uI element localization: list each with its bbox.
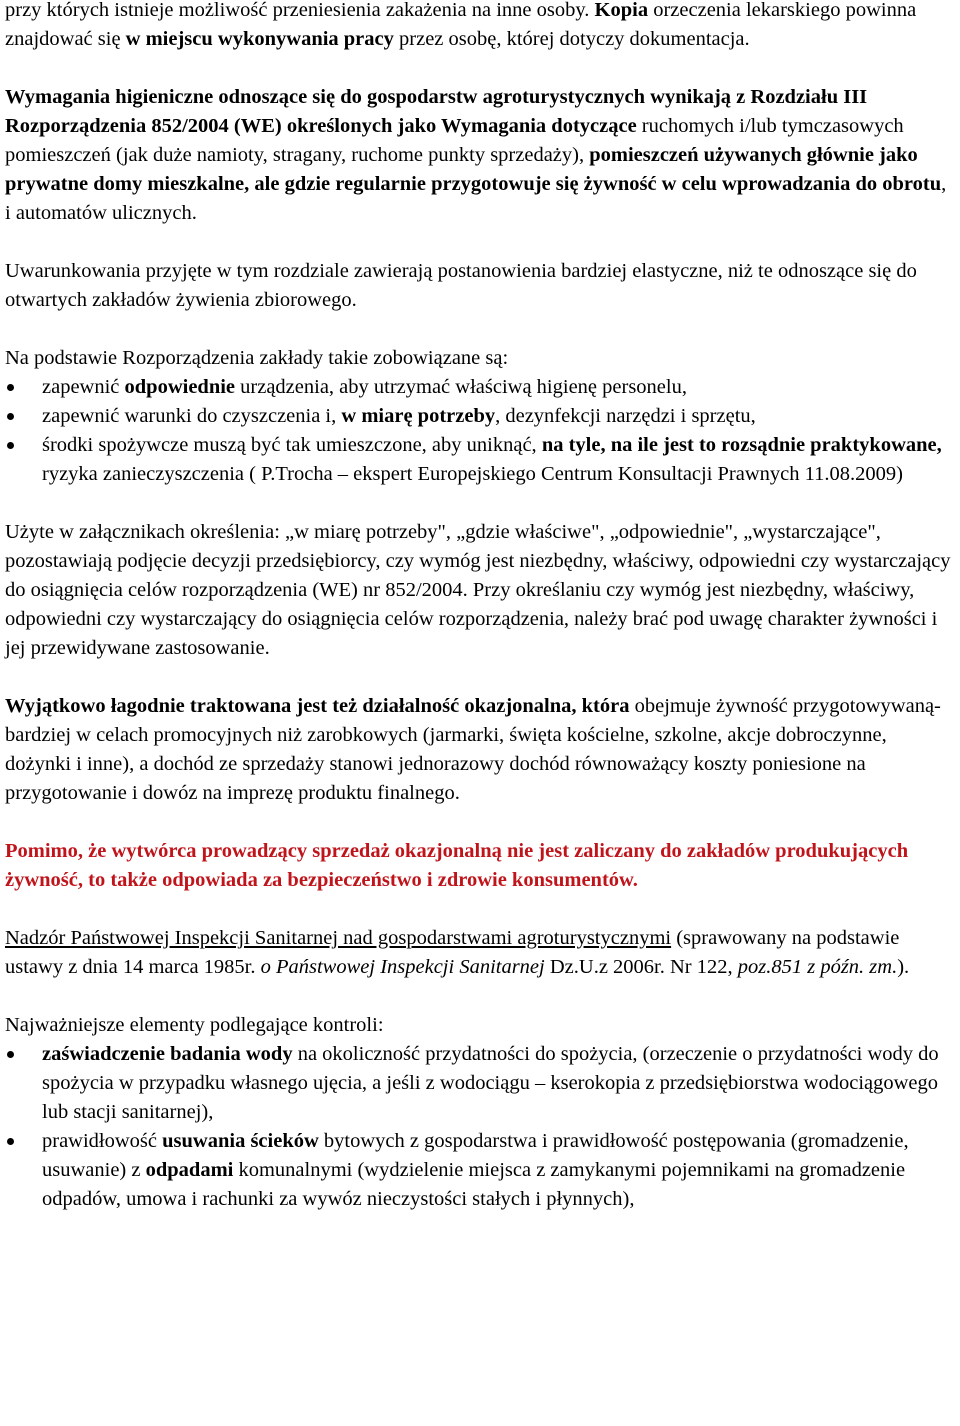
text-run: komunalnymi (wydzielenie miejsca z zamykanymi pojemnikami na gromadzenie odpadów, umowa i rachunki za wywóz nieczystości stałych i płynnych),: [42, 1159, 906, 1210]
text-run: prawidłowość: [42, 1130, 163, 1152]
text-run: zapewnić: [42, 376, 125, 398]
paragraph-supervision: [5, 924, 957, 982]
text-run: Dz.U.z 2006r. Nr 122,: [544, 956, 738, 978]
list-item: [5, 1040, 957, 1127]
document-page: [5, 0, 957, 1214]
paragraph-conditions: Uwarunkowania przyjęte w tym rozdziale zawierają postanowienia bardziej elastyczne, niż te odnoszące się do otwartych zakładów żywienia zbiorowego.: [5, 260, 917, 311]
list-item: [5, 431, 957, 489]
underlined-heading: Nadzór Państwowej Inspekcji Sanitarnej nad gospodarstwami agroturystycznymi: [5, 927, 672, 949]
bold-text: odpowiednie: [124, 376, 236, 398]
paragraph-terms: Użyte w załącznikach określenia: „w miarę potrzeby", „gdzie właściwe", „odpowiednie", „wystarczające", pozostawiają podjęcie decyzji przedsiębiorcy, czy wymóg jest niezbędny, właściwy, odpowiedni czy wystarczający do osiągnięcia celów rozporządzenia (WE) nr 852/2004. Przy określaniu czy wymóg jest niezbędny, właściwy, odpowiedni czy wystarczający do osiągnięcia celów rozporządzenia, należy brać pod uwagę charakter żywności i jej przewidywane zastosowanie.: [5, 521, 951, 659]
list-item: [5, 373, 957, 402]
text-run: ryzyka zanieczyszczenia ( P.Trocha – ekspert Europejskiego Centrum Konsultacji Prawnych 11.08.2009): [42, 463, 903, 485]
heading-obligations: Na podstawie Rozporządzenia zakłady takie zobowiązane są:: [5, 347, 509, 369]
italic-text: o Państwowej Inspekcji Sanitarnej: [260, 956, 545, 978]
heading-inspection-elements: Najważniejsze elementy podlegające kontroli:: [5, 1014, 384, 1036]
list-item: [5, 1127, 957, 1214]
bold-text: zaświadczenie badania wody: [42, 1043, 293, 1065]
text-run: obejmuje żywność przygotowywaną- bardziej w celach promocyjnych niż zarobkowych (jarmarki, święta kościelne, szkolne, akcje dobroczynne, dożynki i inne), a dochód ze sprzedaży stanowi jednorazowy dochód równoważący koszty poniesione na przygotowanie i dowóz na imprezę produktu finalnego.: [5, 695, 941, 804]
paragraph-consumer-safety-warning: Pomimo, że wytwórca prowadzący sprzedaż okazjonalną nie jest zaliczany do zakładów produkujących żywność, to także odpowiada za bezpieczeństwo i zdrowie konsumentów.: [5, 840, 909, 891]
bold-text: Wymagania higieniczne odnoszące się do gospodarstw agroturystycznych wynikają z Rozdziału III Rozporządzenia 852/2004 (WE) określonych jako Wymagania dotyczące: [5, 86, 868, 137]
list-obligations: [5, 373, 957, 489]
bold-text: usuwania ścieków: [162, 1130, 319, 1152]
text-run: (sprawowany na podstawie ustawy z dnia 14 marca 1985r.: [5, 927, 900, 978]
bold-text: pomieszczeń używanych głównie jako prywatne domy mieszkalne, ale gdzie regularnie przygotowuje się żywność w celu wprowadzania do obrotu: [5, 144, 942, 195]
bold-text: odpadami: [145, 1159, 234, 1181]
paragraph-certificate: [5, 0, 957, 54]
italic-text: poz.851 z późn. zm.: [737, 956, 898, 978]
text-run: , i automatów ulicznych.: [5, 173, 947, 224]
bold-text: w miarę potrzeby: [341, 405, 496, 427]
text-run: ).: [897, 956, 910, 978]
paragraph-occasional-activity: [5, 692, 957, 808]
bold-text: na tyle, na ile jest to rozsądnie praktykowane,: [541, 434, 942, 456]
text-run: ruchomych i/lub tymczasowych pomieszczeń (jak duże namioty, stragany, ruchome punkty sprzedaży),: [5, 115, 904, 166]
text-run: bytowych z gospodarstwa i prawidłowość postępowania (gromadzenie, usuwanie) z: [42, 1130, 909, 1181]
bold-text: Kopia: [594, 0, 649, 21]
text-run: środki spożywcze muszą być tak umieszczone, aby uniknąć,: [42, 434, 542, 456]
list-item: [5, 402, 957, 431]
bold-text: w miejscu wykonywania pracy: [125, 28, 394, 50]
text-run: na okoliczność przydatności do spożycia, (orzeczenie o przydatności wody do spożycia w przypadku własnego ujęcia, a jeśli z wodociągu – kserokopia z przedsiębiorstwa wodociągowego lub stacji sanitarnej),: [42, 1043, 939, 1123]
paragraph-hygiene-requirements: [5, 83, 957, 228]
text-run: orzeczenia lekarskiego powinna znajdować się: [5, 0, 917, 50]
text-run: zapewnić warunki do czyszczenia i,: [42, 405, 342, 427]
text-run: , dezynfekcji narzędzi i sprzętu,: [495, 405, 756, 427]
text-run: przy których istnieje możliwość przeniesienia zakażenia na inne osoby.: [5, 0, 595, 21]
text-run: przez osobę, której dotyczy dokumentacja.: [393, 28, 750, 50]
bold-text: Wyjątkowo łagodnie traktowana jest też działalność okazjonalna, która: [5, 695, 630, 717]
list-inspection-elements: [5, 1040, 957, 1214]
text-run: urządzenia, aby utrzymać właściwą higienę personelu,: [235, 376, 687, 398]
